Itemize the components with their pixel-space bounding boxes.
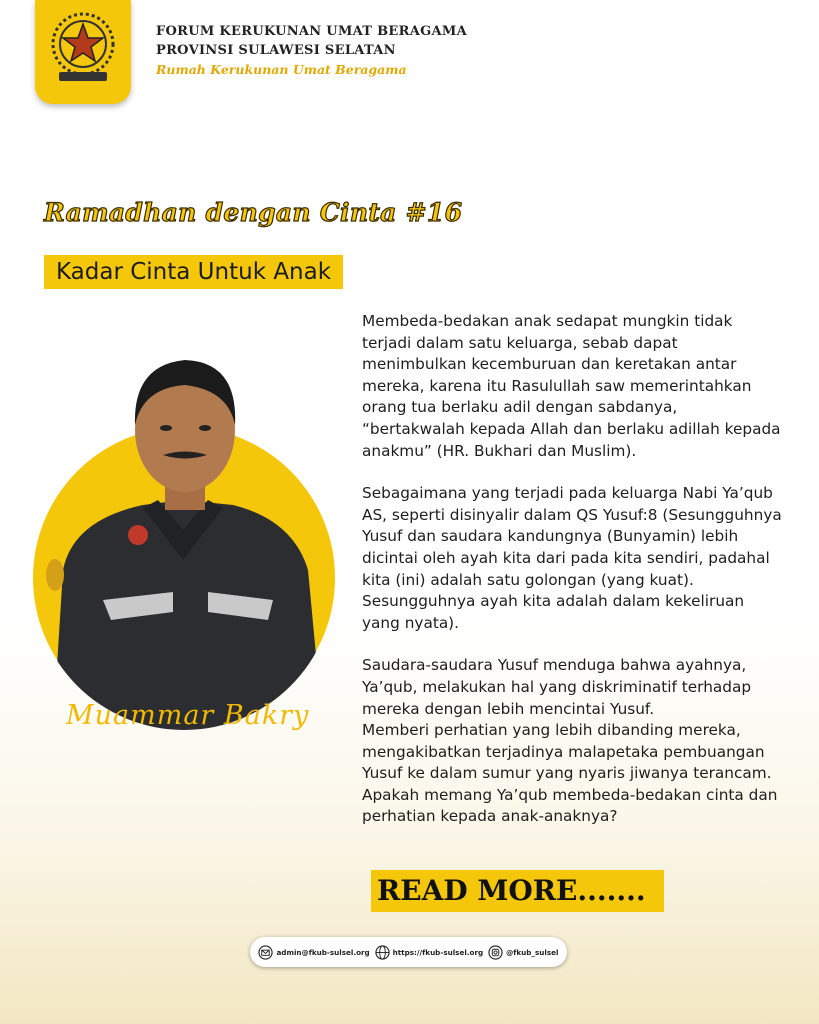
topic-title: Kadar Cinta Untuk Anak	[44, 255, 343, 289]
mail-icon	[258, 945, 273, 960]
paragraph-3-line-1: Saudara-saudara Yusuf menduga bahwa ayahnya, Ya’qub, melakukan hal yang diskriminatif terhadap mereka dengan lebih mencintai Yusuf.	[362, 656, 752, 718]
org-tagline: Rumah Kerukunan Umat Beragama	[156, 62, 407, 77]
read-more-button[interactable]: READ MORE.......	[371, 870, 664, 912]
globe-icon	[375, 945, 390, 960]
emblem-star-icon	[45, 10, 121, 88]
email-contact[interactable]	[258, 945, 369, 960]
article-paragraph-2: Sebagaimana yang terjadi pada keluarga Nabi Ya’qub AS, seperti disinyalir dalam QS Yusuf:8 (Sesungguhnya Yusuf dan saudara kandungnya (Bunyamin) lebih dicintai oleh ayah kita dari pada kita sendiri, padahal kita (ini) adalah satu golongan (yang kuat). Sesungguhnya ayah kita adalah dalam kekeliruan yang nyata).	[362, 484, 782, 632]
organization-header	[156, 22, 467, 77]
article-body	[362, 311, 782, 828]
article-paragraph-3	[362, 655, 782, 828]
website-contact[interactable]	[375, 945, 484, 960]
organization-logo	[35, 0, 131, 104]
paragraph-3-line-3: Apakah memang Ya’qub membeda-bedakan cinta dan perhatian kepada anak-anaknya?	[362, 785, 778, 826]
website-text: https://fkub-sulsel.org	[392, 947, 484, 957]
instagram-text: @fkub_sulsel	[506, 947, 559, 957]
email-text: admin@fkub-sulsel.org	[276, 947, 370, 957]
series-title: Ramadhan dengan Cinta #16	[44, 198, 463, 227]
org-name-line2: PROVINSI SULAWESI SELATAN	[156, 43, 396, 58]
author-photo	[33, 330, 335, 730]
contact-bar	[250, 937, 567, 967]
author-signature: Muammar Bakry	[66, 700, 310, 731]
instagram-contact[interactable]	[488, 945, 558, 960]
org-name-line1: FORUM KERUKUNAN UMAT BERAGAMA	[156, 24, 467, 39]
article-paragraph-1: Membeda-bedakan anak sedapat mungkin tidak terjadi dalam satu keluarga, sebab dapat menimbulkan kecemburuan dan keretakan antar mereka, karena itu Rasulullah saw memerintahkan orang tua berlaku adil dengan sabdanya, “bertakwalah kepada Allah dan berlaku adillah kepada anakmu” (HR. Bukhari dan Muslim).	[362, 312, 781, 460]
instagram-icon	[488, 945, 503, 960]
paragraph-3-line-2: Memberi perhatian yang lebih dibanding mereka, mengakibatkan terjadinya malapetaka pembuangan Yusuf ke dalam sumur yang nyaris jiwanya terancam.	[362, 721, 772, 783]
